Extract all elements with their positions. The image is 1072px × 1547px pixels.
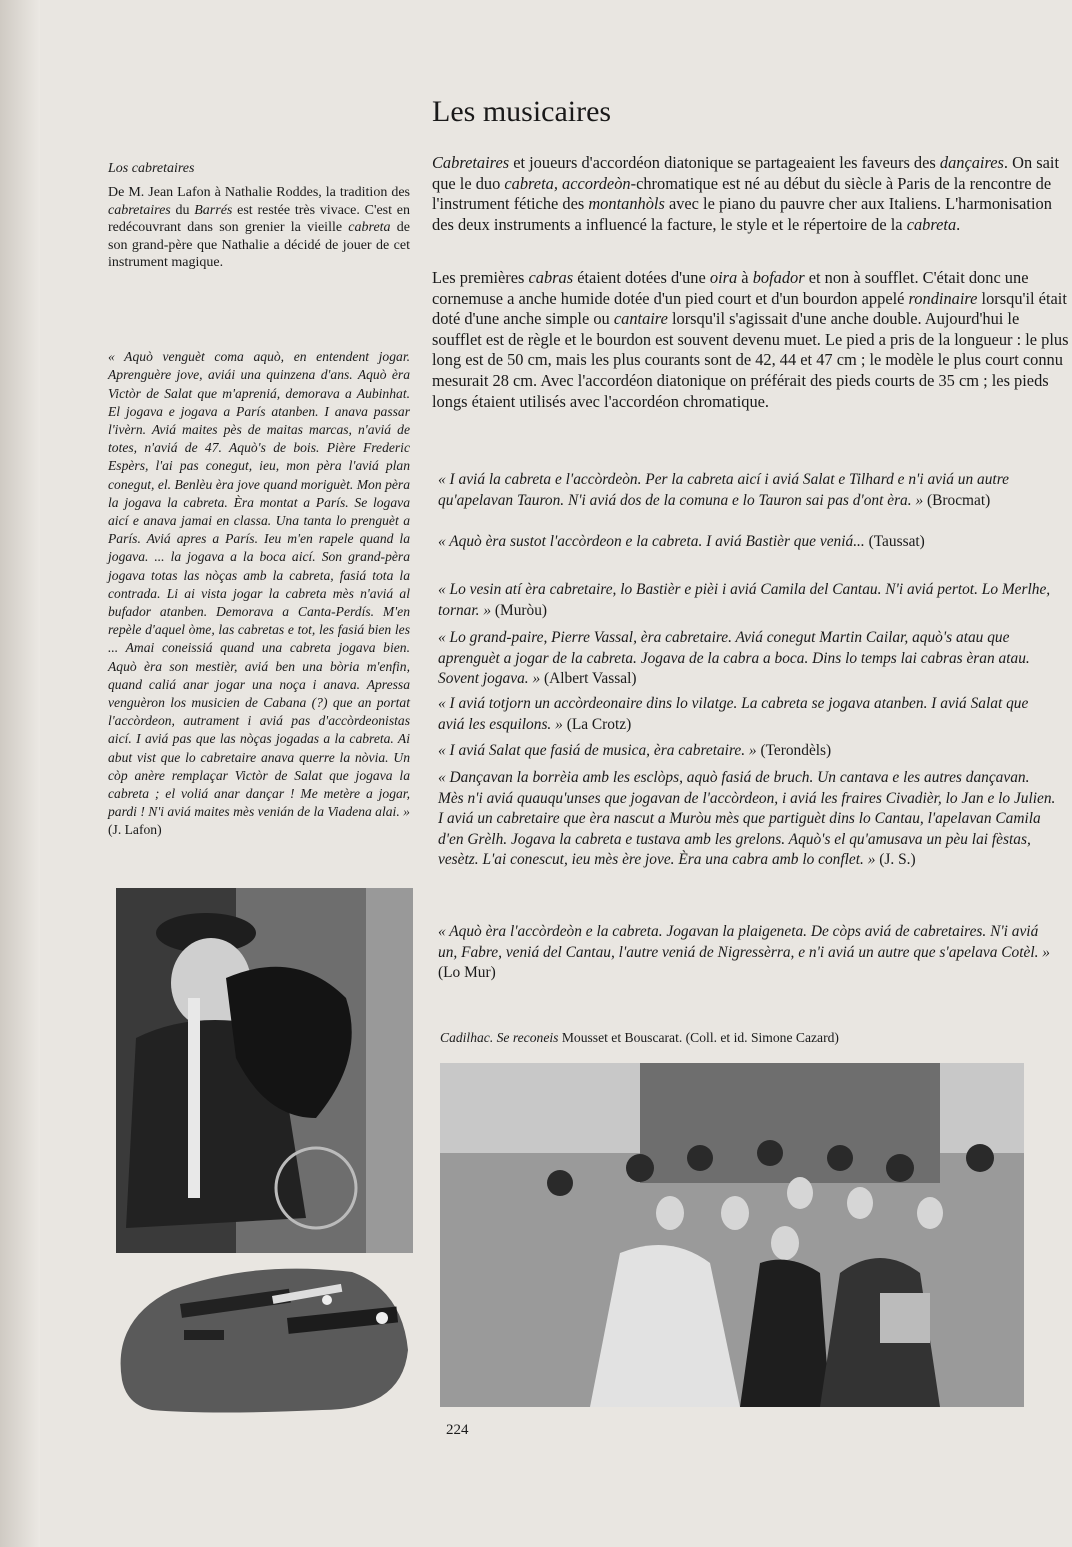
lafon-quote-text: « Aquò venguèt coma aquò, en entendent jogar. Aprenguère jove, aviái una quinzena d'ans. Aquò èra Victòr de Salat que m'apreniá, demorava a Aubinhat. El jogava e jogava a París atanben. I anava passar l'ivèrn. Aviá maites pès de maitas marcas, n'aviá de totes, n'aviá de 47. Aquò's de bois. Pière Frederic Espèrs, l'ai pas conegut, ieu, mon pèra l'aviá plan conegut, el. Benlèu èra jove quand moriguèt. Mon pèra la jogava la cabreta. Èra montat a París. Se logava aicí e anava jamai en classa. Una tanta lo prenguèt a París. Aviá apres a París. Ieu m'en rapele quand la jogava. ... la jogava a la boca aicí. Son grand-pèra jogava totas las nòças amb la cabreta, fasiá tota la contrada. Li ai vista jogar la cabreta mès n'aviá al bufador atanben. Demorava a Canta-Perdís. M'en repèle d'aquel òme, las cabretas e tot, les fasiá bien les ... Amai coneissiá quand una cabreta jogava bien. Aquò èra son mestièr, aviá ben una bòria m'enfin, quand caliá anar jogar una noça i anava. Apressa venguèron los musicien de Cabana (?) que an portat l'accòrdeon, autrament i aviá pas d'accòrdeonistas aicí. I aviá pas que las nòças jogadas a la cabreta. Ai abut vist que lo cabretaire anava querre la nòvia. Un còp anère remplaçar Victòr de Salat que jogava la cabreta ; el voliá anar dançar ! Me metère a jogar, pardi ! N'i aviá maites mès venián de la Viadena alai. »: [108, 349, 410, 820]
p1-text-1: et joueurs d'accordéon diatonique se partageaient les faveurs des: [509, 153, 940, 172]
p1-text-3: -chromatique est né au début du siècle à Paris de la rencontre de l'instrument fétiche des: [432, 173, 1052, 214]
p1-text-5: .: [956, 214, 961, 234]
caption-text: Mousset et Bouscarat. (Coll. et id. Simone Cazard): [558, 1030, 839, 1045]
photo-caption: [440, 1029, 1040, 1047]
quote-source: (Lo Mur): [438, 964, 496, 982]
quote-text: « Dançavan la borrèia amb les esclòps, aquò fasiá de bruch. Un cantava e les autres dançavan. Mès n'i aviá quauqu'unses que jogavan de l'accòrdeon, i aviá les fraires Civadièr, lo Jan e lo Julien. I aviá un cabretaire que èra nascut a Muròu mès que partiguèt dins lo Cantau, l'apelavan Camila d'en Grèlh. Jogava la cabreta e tustava amb les grelons. Aquò's el qu'amusava un pèu lai fèstas, vesètz. L'ai conescut, ieu mès ère jove. Èra una cabra amb lo conflet. »: [438, 769, 1056, 869]
p1-italic-3: cabreta, accordeòn: [504, 173, 631, 193]
bagpipe-illustration: [112, 1260, 412, 1415]
quote-source: (Terondèls): [760, 742, 832, 759]
p2-text-1: Les premières: [432, 268, 529, 287]
p2-italic-2: oira: [709, 268, 738, 287]
quote-text: « I aviá totjorn un accòrdeonaire dins lo vilatge. La cabreta se jogava atanben. I aviá Salat que aviá les esquilons. »: [438, 695, 1029, 733]
photo-cabretaire-playing: [116, 888, 413, 1253]
quote-source: (Albert Vassal): [544, 670, 637, 688]
intro-text-2: du: [170, 202, 195, 218]
p1-italic-4: montanhòls: [588, 194, 665, 214]
intro-text-1: De M. Jean Lafon à Nathalie Roddes, la tradition des: [108, 185, 410, 200]
quote-source: (Brocmat): [927, 491, 991, 509]
quote-brocmat: [438, 470, 1058, 511]
p2-text-4: et non à soufflet. C'était donc une cornemuse a anche humide dotée d'un pied court et d'un bourdon appelé: [432, 268, 1029, 308]
quote-text: « Aquò èra l'accòrdeòn e la cabreta. Jogavan la plaigeneta. De còps aviá de cabretaires. N'i aviá un, Fabre, veniá del Cantau, l'autre veniá de Nigressèrra, e n'i aviá un autre que s'apelava Cotèl. »: [438, 923, 1051, 961]
page-gutter-shadow: [0, 0, 40, 1547]
quote-text: « Aquò èra sustot l'accòrdeon e la cabreta. I aviá Bastièr que veniá...: [438, 533, 865, 550]
intro-italic-2: Barrés: [194, 202, 233, 218]
quote-text: « I aviá la cabreta e l'accòrdeòn. Per la cabreta aicí i aviá Salat e Tilhard e n'i aviá un autre qu'apelavan Tauron. N'i aviá dos de la comuna e lo Tauron sai pas d'ont èra. »: [438, 471, 1009, 509]
section-heading: Los cabretaires: [108, 161, 195, 176]
p1-italic-5: cabreta: [906, 214, 957, 234]
p1-italic-2: dançaires: [939, 153, 1004, 172]
quote-murou: [438, 580, 1058, 621]
quote-text: « Lo vesin atí èra cabretaire, lo Bastièr e pièi i aviá Camila del Cantau. N'i aviá pertot. Lo Merlhe, tornar. »: [438, 581, 1051, 619]
p1-text-2: . On sait que le duo: [432, 153, 1060, 193]
paragraph-2: [432, 268, 1072, 412]
page-number: 224: [446, 1422, 469, 1438]
group-photo-illustration: [440, 1063, 1024, 1407]
paragraph-1: [432, 153, 1072, 235]
quote-vassal: [438, 628, 1058, 690]
quote-source: (La Crotz): [566, 715, 632, 733]
p2-italic-3: bofador: [752, 268, 805, 287]
quote-js: [438, 768, 1058, 871]
p2-text-3: à: [737, 268, 753, 287]
intro-text-3: est restée très vivace. C'est en redécouvrant dans son grenier la vieille: [108, 202, 410, 236]
quote-terondels: [438, 741, 1058, 762]
p2-italic-4: rondinaire: [908, 288, 978, 308]
quote-source: (Muròu): [494, 601, 548, 619]
quote-source: (Taussat): [868, 533, 925, 550]
photo-group-musicians: [440, 1063, 1024, 1407]
photo-cabretaire-illustration: [116, 888, 413, 1253]
intro-paragraph: [108, 184, 410, 272]
p2-italic-1: cabras: [528, 268, 574, 287]
intro-italic-1: cabretaires: [108, 202, 171, 218]
photo-cabreta-bagpipe: [112, 1260, 412, 1415]
quote-text: « Lo grand-paire, Pierre Vassal, èra cabretaire. Aviá conegut Martin Cailar, aquò's atau que aprenguèt a jogar de la cabreta. Jogava de la cabra a boca. Dins lo temps lai cabras èran atau. Sovent jogava. »: [438, 629, 1030, 688]
quote-la-crotz: [438, 694, 1058, 735]
p2-italic-5: cantaire: [613, 309, 668, 329]
lafon-source: (J. Lafon): [108, 822, 162, 838]
caption-italic: Cadilhac. Se reconeis: [440, 1030, 559, 1045]
page-title: Les musicaires: [432, 95, 612, 128]
intro-italic-3: cabreta: [348, 220, 391, 236]
quote-lo-mur: [438, 922, 1058, 984]
p2-text-6: lorsqu'il s'agissait d'une anche double. Aujourd'hui le soufflet est de règle et le bourdon est souvent devenu muet. Le pied a pris de la longueur : le plus long est de 50 cm, mais les plus courants sont de 42, 44 et 47 cm ; le modèle le plus court connu mesurait 28 cm. Avec l'accordéon diatonique on préférait des pieds courts de 35 cm ; les pieds longs étaient utilisés avec l'accordéon chromatique.: [432, 309, 1069, 411]
lafon-quote: [108, 330, 410, 840]
p2-text-2: étaient dotées d'une: [573, 268, 710, 287]
quote-source: (J. S.): [879, 851, 916, 869]
p2-text-5: lorsqu'il était doté d'une anche simple ou: [432, 288, 1067, 329]
quote-taussat: [438, 532, 1058, 553]
p1-italic-1: Cabretaires: [432, 153, 510, 172]
p1-text-4: avec le piano du pauvre cher aux Italiens. L'harmonisation des deux instruments a influencé la facture, le style et le répertoire de la: [432, 194, 1052, 234]
quote-text: « I aviá Salat que fasiá de musica, èra cabretaire. »: [438, 742, 757, 759]
intro-text-4: de son grand-père que Nathalie a décidé de jouer de cet instrument magique.: [108, 220, 410, 271]
